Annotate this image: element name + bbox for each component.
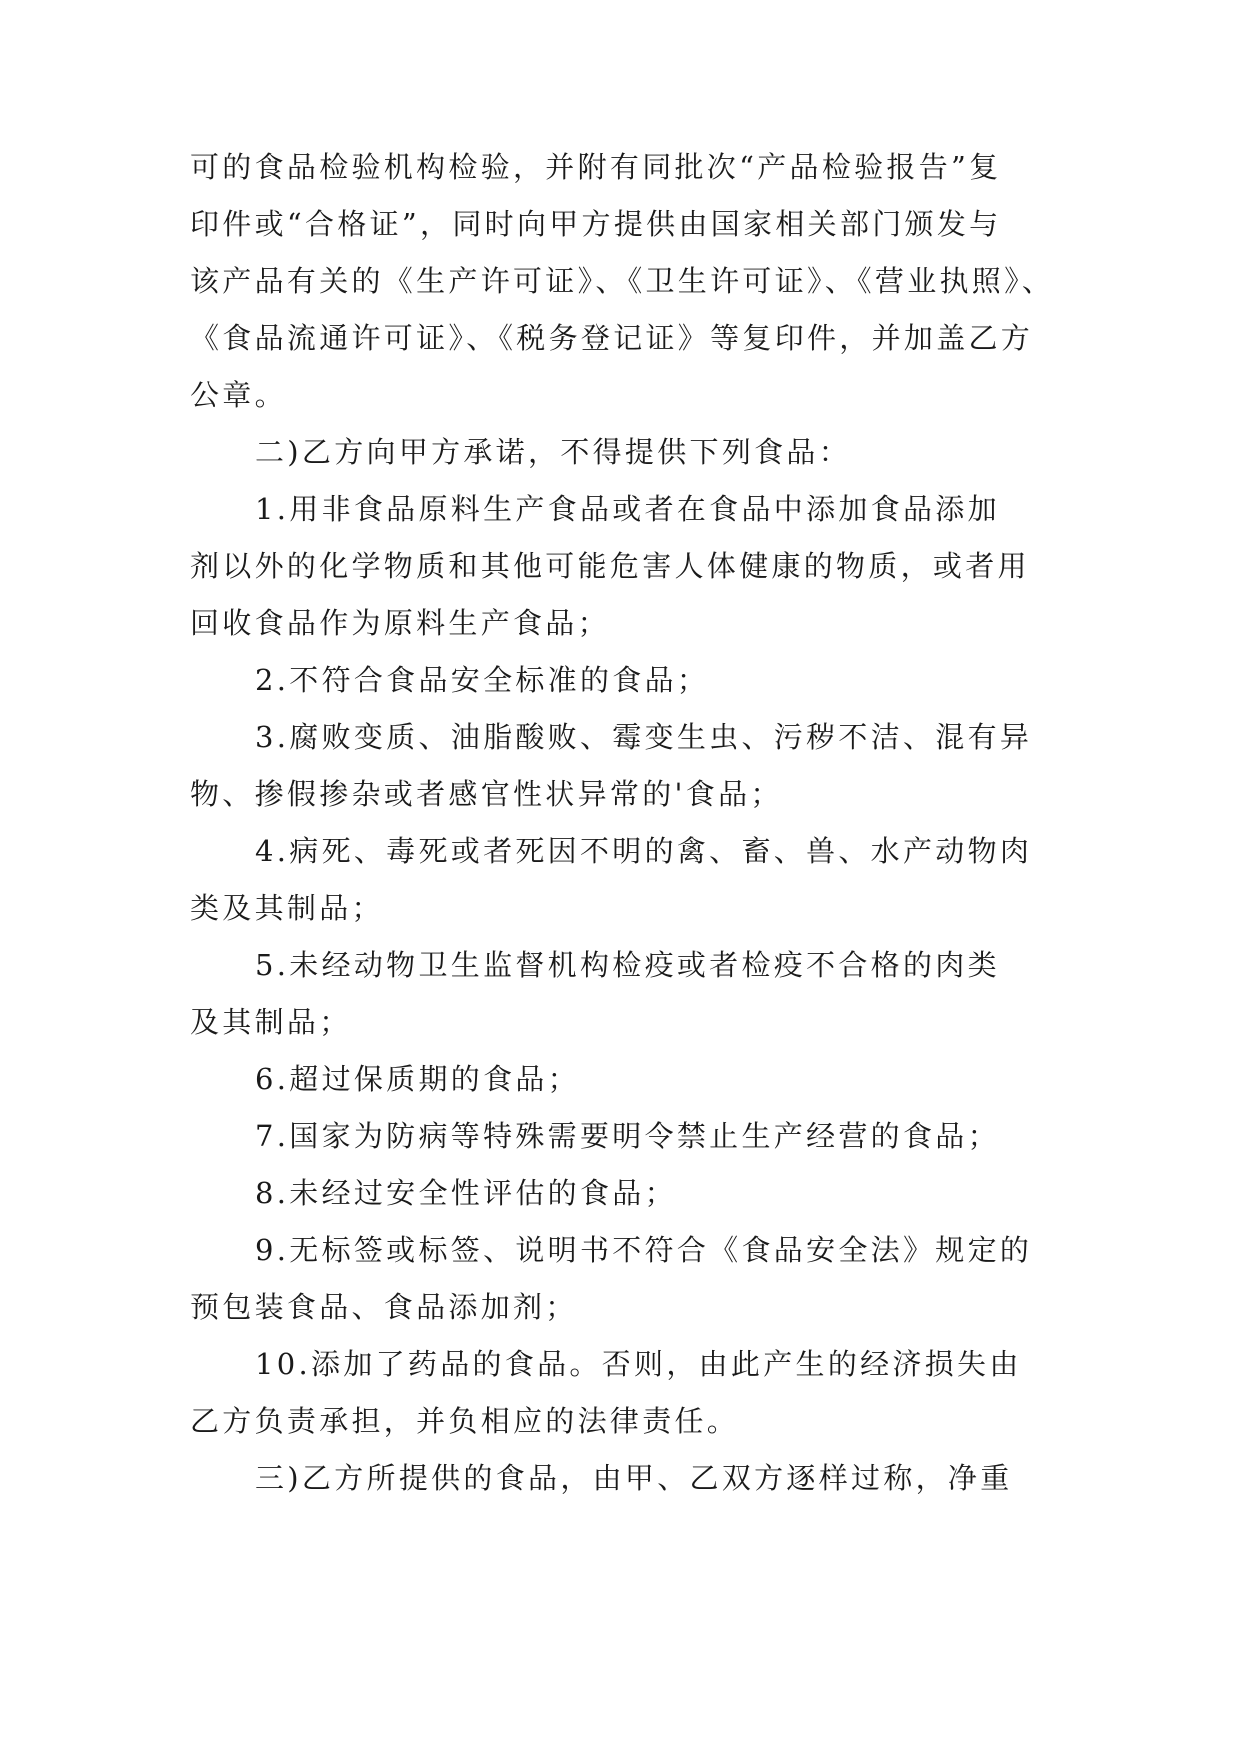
list-item-8: 8.未经过安全性评估的食品； [255,1176,677,1210]
list-item-10: 10.添加了药品的食品。否则，由此产生的经济损失由 [255,1347,1022,1381]
list-item-6: 6.超过保质期的食品； [255,1062,580,1096]
text-line: 《食品流通许可证》、《税务登记证》等复印件，并加盖乙方 [190,321,1034,355]
text-line: 及其制品； [190,1005,352,1039]
text-line: 预包装食品、食品添加剂； [190,1290,578,1324]
text-line: 类及其制品； [190,891,384,925]
text-line: 该产品有关的《生产许可证》、《卫生许可证》、《营业执照》、 [190,264,1055,298]
list-item-2: 2.不符合食品安全标准的食品； [255,663,710,697]
text-line: 乙方负责承担，并负相应的法律责任。 [190,1404,740,1438]
list-item-7: 7.国家为防病等特殊需要明令禁止生产经营的食品； [255,1119,1000,1153]
list-item-5: 5.未经动物卫生监督机构检疫或者检疫不合格的肉类 [255,948,1000,982]
list-item-9: 9.无标签或标签、说明书不符合《食品安全法》规定的 [255,1233,1033,1267]
list-item-3: 3.腐败变质、油脂酸败、霉变生虫、污秽不洁、混有异 [255,720,1033,754]
text-line: 可的食品检验机构检验，并附有同批次“产品检验报告”复 [190,150,1002,184]
text-line: 公章。 [190,378,287,412]
list-item-1: 1.用非食品原料生产食品或者在食品中添加食品添加 [255,492,1000,526]
text-line: 印件或“合格证”，同时向甲方提供由国家相关部门颁发与 [190,207,1002,241]
list-item-4: 4.病死、毒死或者死因不明的禽、畜、兽、水产动物肉 [255,834,1033,868]
section-heading-2: 二)乙方向甲方承诺，不得提供下列食品： [255,435,852,469]
text-line: 物、掺假掺杂或者感官性状异常的'食品； [190,777,783,811]
text-line: 回收食品作为原料生产食品； [190,606,610,640]
section-heading-3: 三)乙方所提供的食品，由甲、乙双方逐样过称，净重 [255,1461,1013,1495]
text-line: 剂以外的化学物质和其他可能危害人体健康的物质，或者用 [190,549,1030,583]
